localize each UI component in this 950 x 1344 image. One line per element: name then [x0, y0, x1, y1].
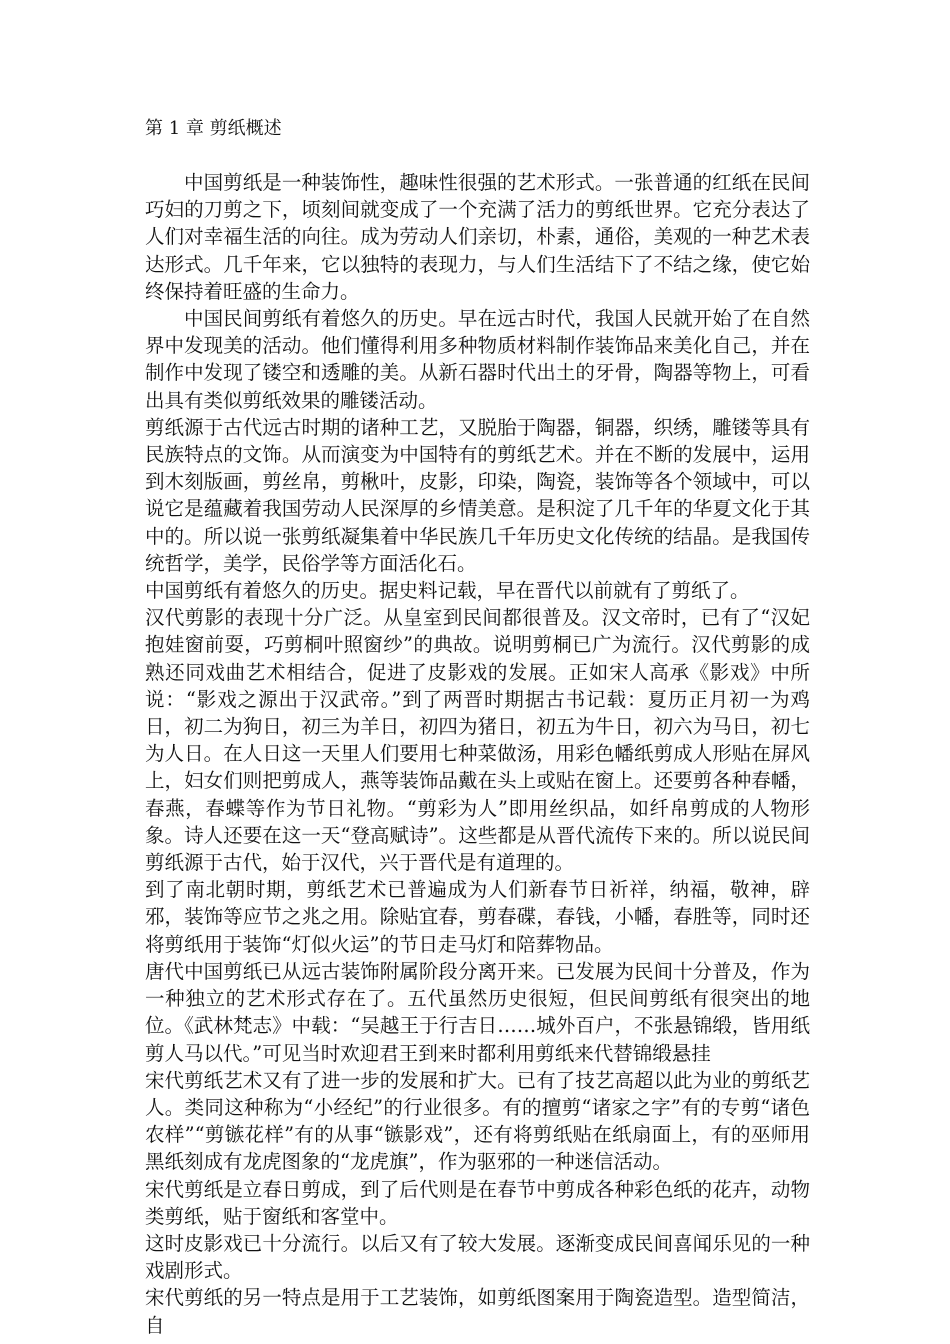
paragraph: 汉代剪影的表现十分广泛。从皇室到民间都很普及。汉文帝时，已有了“汉妃抱娃窗前耍，巧剪桐叶照窗纱”的典故。说明剪桐已广为流行。汉代剪影的成熟还同戏曲艺术相结合，促进了皮影戏的发展。正如宋人高承《影戏》中所说：“影戏之源出于汉武帝。”到了两晋时期据古书记载：夏历正月初一为鸡日，初二为狗日，初三为羊日，初四为猪日，初五为牛日，初六为马日，初七为人日。在人日这一天里人们要用七种菜做汤，用彩色幡纸剪成人形贴在屏风上，妇女们则把剪成人，燕等装饰品戴在头上或贴在窗上。还要剪各种春幡，春燕，春蝶等作为节日礼物。“剪彩为人”即用丝织品，如纤帛剪成的人物形象。诗人还要在这一天“登高赋诗”。这些都是从晋代流传下来的。所以说民间剪纸源于古代，始于汉代，兴于晋代是有道理的。 — [145, 606, 810, 875]
paragraph: 宋代剪纸艺术又有了进一步的发展和扩大。已有了技艺高超以此为业的剪纸艺人。类同这种称为“小经纪”的行业很多。有的擅剪“诸家之字”有的专剪“诸色农样”“剪镞花样”有的从事“镞影戏”，还有将剪纸贴在纸扇面上，有的巫师用黑纸刻成有龙虎图象的“龙虎旗”，作为驱邪的一种迷信活动。 — [145, 1068, 810, 1174]
paragraph: 这时皮影戏已十分流行。以后又有了较大发展。逐渐变成民间喜闻乐见的一种戏剧形式。 — [145, 1231, 810, 1283]
paragraph: 中国剪纸有着悠久的历史。据史料记载，早在晋代以前就有了剪纸了。 — [145, 579, 750, 603]
paragraph: 剪纸源于古代远古时期的诸种工艺，又脱胎于陶器，铜器，织绣，雕镂等具有民族特点的文饰。从而演变为中国特有的剪纸艺术。并在不断的发展中，运用到木刻版画，剪丝帛，剪楸叶，皮影，印染，陶瓷，装饰等各个领域中，可以说它是蕴藏着我国劳动人民深厚的乡情美意。是积淀了几千年的华夏文化于其中的。所以说一张剪纸凝集着中华民族几千年历史文化传统的结晶。是我国传统哲学，美学，民俗学等方面活化石。 — [145, 415, 810, 575]
paragraph: 唐代中国剪纸已从远古装饰附属阶段分离开来。已发展为民间十分普及，作为一种独立的艺术形式存在了。五代虽然历史很短，但民间剪纸有很突出的地位。《武林梵志》中载：“吴越王于行吉日……城外百户，不张悬锦缎，皆用纸剪人马以代。”可见当时欢迎君王到来时都利用剪纸来代替锦缎悬挂 — [145, 959, 810, 1065]
paragraph: 中国民间剪纸有着悠久的历史。早在远古时代，我国人民就开始了在自然界中发现美的活动。他们懂得利用多种物质材料制作装饰品来美化自己，并在制作中发现了镂空和透雕的美。从新石器时代出土的牙骨，陶器等物上，可看出具有类似剪纸效果的雕镂活动。 — [145, 307, 810, 412]
document-page — [145, 115, 810, 1339]
paragraph: 宋代剪纸是立春日剪成，到了后代则是在春节中剪成各种彩色纸的花卉，动物类剪纸，贴于窗纸和客堂中。 — [145, 1177, 810, 1228]
document-body — [145, 169, 810, 1339]
paragraph: 宋代剪纸的另一特点是用于工艺装饰，如剪纸图案用于陶瓷造型。造型简洁，自 — [145, 1286, 810, 1337]
paragraph: 到了南北朝时期，剪纸艺术已普遍成为人们新春节日祈祥，纳福，敬神，辟邪，装饰等应节之兆之用。除贴宜春，剪春碟，春钱，小幡，春胜等，同时还将剪纸用于装饰“灯似火运”的节日走马灯和陪葬物品。 — [145, 878, 810, 956]
chapter-title: 第 1 章 剪纸概述 — [145, 118, 282, 139]
paragraph: 中国剪纸是一种装饰性，趣味性很强的艺术形式。一张普通的红纸在民间巧妇的刀剪之下，顷刻间就变成了一个充满了活力的剪纸世界。它充分表达了人们对幸福生活的向往。成为劳动人们亲切，朴素，通俗，美观的一种艺术表达形式。几千年来，它以独特的表现力，与人们生活结下了不结之缘，使它始终保持着旺盛的生命力。 — [145, 171, 810, 303]
